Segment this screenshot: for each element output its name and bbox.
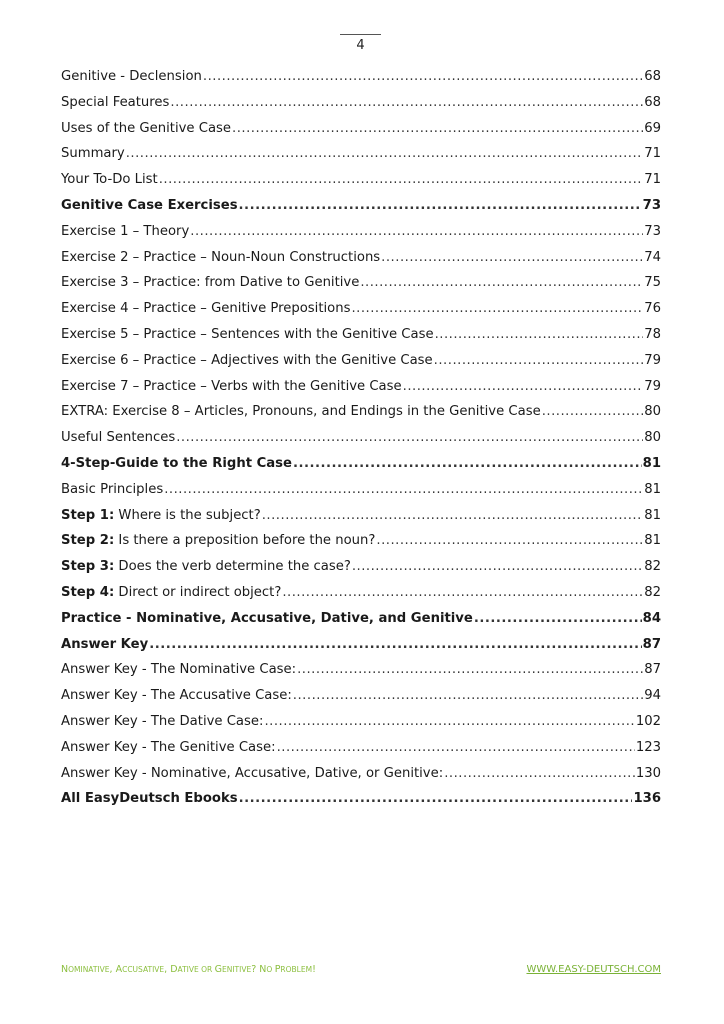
dot-leader [435, 327, 644, 342]
dot-leader [232, 121, 643, 136]
table-of-contents [61, 69, 661, 817]
toc-entry[interactable] [61, 69, 661, 95]
toc-page-number: 69 [644, 120, 661, 136]
toc-entry[interactable] [61, 404, 661, 430]
toc-entry[interactable] [61, 353, 661, 379]
footer-title-cap: G [214, 964, 222, 975]
toc-entry[interactable] [61, 121, 661, 147]
footer-title-smallcaps: ENITIVE [221, 965, 252, 974]
dot-leader [282, 585, 643, 600]
dot-leader [360, 275, 643, 290]
toc-entry[interactable] [61, 714, 661, 740]
toc-page-number: 81 [644, 533, 661, 549]
toc-entry-title [61, 121, 231, 136]
toc-entry-text: Useful Sentences [61, 430, 176, 446]
toc-entry[interactable] [61, 533, 661, 559]
dot-leader [277, 740, 635, 755]
dot-leader [262, 508, 643, 523]
toc-page-number: 80 [644, 430, 661, 446]
toc-entry[interactable] [61, 301, 661, 327]
toc-entry-text: Exercise 3 – Practice: from Dative to Genitive [61, 275, 360, 291]
footer-title-cap: , D [164, 964, 178, 975]
toc-entry-title [61, 275, 359, 290]
dot-leader [352, 559, 643, 574]
toc-entry-text: Genitive - Declension [61, 69, 202, 84]
toc-entry[interactable] [61, 740, 661, 766]
dot-leader [190, 224, 643, 239]
toc-step-label: Step 1: [61, 507, 115, 523]
toc-entry-title [61, 327, 434, 342]
toc-entry-text: Basic Principles [61, 481, 164, 497]
toc-entry-text: All EasyDeutsch Ebooks [61, 791, 238, 807]
toc-entry-text: Exercise 4 – Practice – Genitive Prepositions [61, 301, 351, 317]
footer-title-smallcaps: O [266, 965, 275, 974]
footer-website-link[interactable]: WWW.EASY-DEUTSCH.COM [526, 964, 661, 975]
toc-entry-title [61, 353, 433, 368]
footer-title-smallcaps: ROBLEM [280, 965, 313, 974]
toc-entry-title [61, 172, 158, 187]
toc-entry-title [61, 430, 175, 445]
dot-leader [474, 611, 642, 626]
dot-leader [176, 430, 643, 445]
page-number: 4 [356, 38, 365, 53]
toc-page-number: 78 [644, 326, 661, 342]
toc-step-label: Step 4: [61, 584, 115, 600]
dot-leader [434, 353, 644, 368]
dot-leader [293, 688, 643, 703]
toc-entry-title [61, 482, 163, 497]
toc-page-number: 76 [644, 301, 661, 317]
toc-page-number: 87 [644, 662, 661, 678]
dot-leader [542, 404, 644, 419]
footer-title-smallcaps: CCUSATIVE [122, 965, 165, 974]
toc-entry-text: EXTRA: Exercise 8 – Articles, Pronouns, and Endings in the Genitive Case [61, 404, 541, 420]
toc-step-label: Step 2: [61, 533, 115, 549]
toc-page-number: 68 [644, 94, 661, 110]
toc-entry-text: Answer Key [61, 636, 149, 652]
toc-step-label: Step 3: [61, 559, 115, 575]
dot-leader [297, 662, 643, 677]
toc-entry-title [61, 379, 402, 394]
toc-entry-text: Where is the subject? [114, 507, 261, 523]
dot-leader [239, 791, 633, 806]
toc-entry[interactable] [61, 172, 661, 198]
dot-leader [170, 95, 643, 110]
toc-entry[interactable] [61, 482, 661, 508]
dot-leader [159, 172, 644, 187]
toc-page-number: 73 [644, 223, 661, 239]
toc-entry-title [61, 198, 238, 213]
toc-entry[interactable] [61, 559, 661, 585]
toc-entry[interactable] [61, 327, 661, 353]
toc-entry-title [61, 559, 351, 574]
toc-entry-title [61, 611, 473, 626]
toc-entry-title [61, 740, 276, 755]
toc-entry-title [61, 585, 281, 600]
toc-entry-text: Exercise 7 – Practice – Verbs with the Genitive Case [61, 378, 402, 394]
toc-entry-title [61, 791, 238, 806]
toc-entry[interactable] [61, 662, 661, 688]
toc-entry-text: Exercise 6 – Practice – Adjectives with the Genitive Case [61, 352, 433, 368]
toc-entry-title [61, 662, 296, 677]
toc-entry-text: Summary [61, 146, 125, 162]
toc-page-number: 73 [642, 197, 661, 213]
toc-entry[interactable] [61, 430, 661, 456]
toc-page-number: 87 [642, 636, 661, 652]
toc-entry-title [61, 714, 263, 729]
toc-entry-text: Uses of the Genitive Case [61, 120, 232, 136]
toc-entry-text: Is there a preposition before the noun? [114, 533, 376, 549]
dot-leader [239, 198, 642, 213]
toc-page-number: 81 [644, 481, 661, 497]
dot-leader [264, 714, 634, 729]
toc-entry-title [61, 69, 202, 84]
toc-entry-text: Your To-Do List [61, 172, 158, 188]
toc-entry[interactable] [61, 275, 661, 301]
toc-page-number: 80 [644, 404, 661, 420]
toc-entry-text: Exercise 1 – Theory [61, 223, 190, 239]
toc-entry[interactable] [61, 379, 661, 405]
toc-page-number: 94 [644, 688, 661, 704]
toc-entry-title [61, 456, 292, 471]
toc-entry-title [61, 146, 125, 161]
footer-title-smallcaps: OMINATIVE [68, 965, 110, 974]
toc-entry-text: 4-Step-Guide to the Right Case [61, 455, 292, 471]
toc-entry[interactable] [61, 611, 661, 637]
dot-leader [381, 250, 643, 265]
toc-entry-text: Special Features [61, 94, 170, 110]
toc-page-number: 81 [644, 507, 661, 523]
dot-leader [149, 637, 641, 652]
toc-entry-text: Exercise 2 – Practice – Noun-Noun Constructions [61, 249, 381, 265]
toc-entry-text: Genitive Case Exercises [61, 197, 238, 213]
toc-entry[interactable] [61, 456, 661, 482]
dot-leader [293, 456, 642, 471]
toc-page-number: 102 [635, 713, 661, 729]
toc-entry[interactable] [61, 637, 661, 663]
dot-leader [126, 146, 643, 161]
toc-page-number: 84 [642, 610, 661, 626]
toc-entry[interactable] [61, 585, 661, 611]
toc-entry-text: Does the verb determine the case? [114, 559, 351, 575]
toc-entry-title [61, 533, 375, 548]
toc-page-number: 136 [633, 791, 661, 807]
dot-leader [351, 301, 643, 316]
footer-title-cap: , A [109, 964, 123, 975]
toc-page-number: 81 [642, 455, 661, 471]
toc-entry-title [61, 95, 169, 110]
dot-leader [376, 533, 643, 548]
toc-entry[interactable] [61, 250, 661, 276]
toc-page-number: 68 [644, 69, 661, 84]
toc-entry[interactable] [61, 508, 661, 534]
toc-page-number: 82 [644, 584, 661, 600]
toc-page-number: 79 [644, 378, 661, 394]
toc-entry-title [61, 404, 541, 419]
footer-title-cap: ! [312, 964, 316, 975]
toc-entry-text: Exercise 5 – Practice – Sentences with the Genitive Case [61, 326, 434, 342]
toc-entry[interactable] [61, 791, 661, 817]
toc-entry[interactable] [61, 198, 661, 224]
dot-leader [164, 482, 643, 497]
footer-book-title [61, 964, 316, 975]
toc-page-number: 71 [644, 172, 661, 188]
toc-page-number: 82 [644, 559, 661, 575]
toc-entry-text: Answer Key - The Nominative Case: [61, 662, 297, 678]
toc-entry[interactable] [61, 146, 661, 172]
toc-entry-text: Practice - Nominative, Accusative, Dative, and Genitive [61, 610, 473, 626]
toc-entry-text: Answer Key - The Accusative Case: [61, 688, 292, 704]
toc-entry[interactable] [61, 224, 661, 250]
toc-page-number: 74 [644, 249, 661, 265]
toc-entry-title [61, 250, 380, 265]
toc-entry[interactable] [61, 766, 661, 792]
toc-entry-text: Answer Key - Nominative, Accusative, Dative, or Genitive: [61, 765, 444, 781]
toc-entry-title [61, 224, 189, 239]
toc-page-number: 130 [635, 765, 661, 781]
toc-entry-text: Answer Key - The Dative Case: [61, 713, 264, 729]
toc-entry-title [61, 766, 443, 781]
toc-entry-text: Answer Key - The Genitive Case: [61, 739, 276, 755]
toc-page-number: 79 [644, 352, 661, 368]
dot-leader [403, 379, 644, 394]
toc-page-number: 75 [644, 275, 661, 291]
toc-entry-title [61, 688, 292, 703]
toc-page-number: 123 [635, 739, 661, 755]
header-rule [340, 34, 381, 35]
toc-entry-title [61, 637, 148, 652]
dot-leader [444, 766, 635, 781]
footer-title-cap: P [274, 964, 281, 975]
toc-entry-title [61, 301, 350, 316]
footer-title-cap: N [61, 964, 69, 975]
dot-leader [203, 69, 643, 84]
toc-entry[interactable] [61, 95, 661, 121]
toc-entry-text: Direct or indirect object? [114, 584, 282, 600]
toc-entry[interactable] [61, 688, 661, 714]
footer-title-cap: ? N [251, 964, 267, 975]
footer-title-smallcaps: ATIVE OR [177, 965, 215, 974]
toc-entry-title [61, 508, 261, 523]
toc-page-number: 71 [644, 146, 661, 162]
